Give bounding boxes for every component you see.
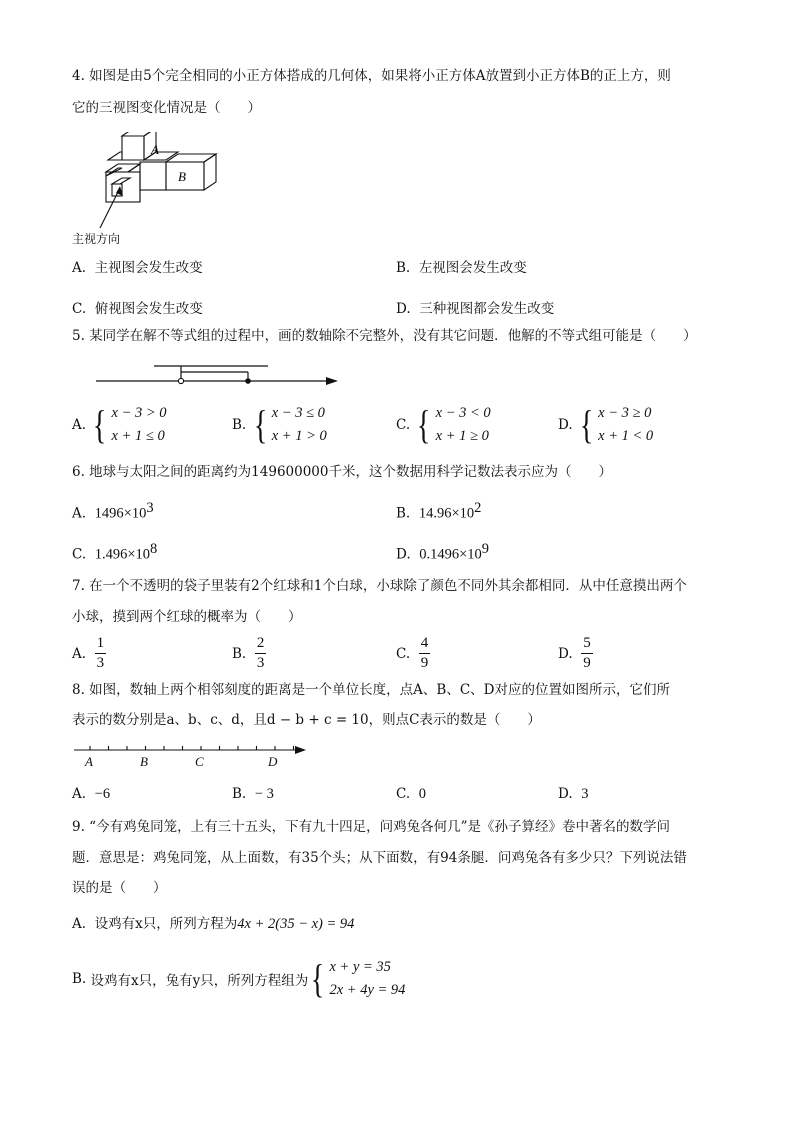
axis-label-b: B xyxy=(140,754,148,769)
axis-label-d: D xyxy=(268,754,278,769)
q6-option-a[interactable]: A. $1496\times 10^3$ xyxy=(72,500,154,522)
cube-label-b: B xyxy=(178,169,186,184)
q5-number-line xyxy=(90,356,346,392)
q7-option-c[interactable]: C. $\frac{4}{9}$ xyxy=(396,635,429,671)
q4-option-d[interactable]: D. 三种视图都会发生改变 xyxy=(396,301,555,317)
view-direction-caption: 主视方向 xyxy=(72,232,121,246)
q9-stem-line1: 9. “今有鸡兔同笼，上有三十五头，下有九十四足，问鸡兔各何几”是《孙子算经》卷中著名的数学问 xyxy=(72,819,670,835)
q7-option-d[interactable]: D. $\frac{5}{9}$ xyxy=(558,635,591,671)
q9-stem-line3: 误的是（ ） xyxy=(72,880,167,896)
q4-option-b[interactable]: B. 左视图会发生改变 xyxy=(396,260,527,276)
q7-option-a[interactable]: A. $\frac{1}{3}$ xyxy=(72,635,105,671)
q8-number-line xyxy=(70,740,310,770)
q4-stem-line1: 4. 如图是由5个完全相同的小正方体搭成的几何体，如果将小正方体A放置到小正方体B的正上方，则 xyxy=(72,68,671,84)
q6-option-b[interactable]: B. $14.96\times 10^2$ xyxy=(396,500,482,522)
q8-option-a[interactable]: A. −6 xyxy=(72,786,111,802)
q6-option-d[interactable]: D. $0.1496\times 10^9$ xyxy=(396,541,490,563)
axis-label-a: A xyxy=(85,754,93,769)
q8-option-c[interactable]: C. 0 xyxy=(396,786,426,802)
q8-stem-line2: 表示的数分别是a、b、c、d，且d − b + c = 10，则点C表示的数是（ ） xyxy=(72,712,541,728)
q7-stem-line2: 小球，摸到两个红球的概率为（ ） xyxy=(72,609,302,625)
q9-stem-line2: 题．意思是：鸡兔同笼，从上面数，有35个头；从下面数，有94条腿．问鸡兔各有多少只？下列说法错 xyxy=(72,850,687,866)
q7-option-b[interactable]: B. $\frac{2}{3}$ xyxy=(232,635,265,671)
q5-option-d[interactable]: D. { x − 3 ≥ 0 x + 1 < 0 xyxy=(558,402,654,447)
q5-option-a[interactable]: A. { x − 3 > 0 x + 1 ≤ 0 xyxy=(72,402,167,447)
q8-option-b[interactable]: B. − 3 xyxy=(232,786,274,802)
q4-cube-figure xyxy=(70,132,220,244)
q6-option-c[interactable]: C. $1.496\times 10^8$ xyxy=(72,541,158,563)
q9-option-a[interactable]: A. 设鸡有x只，所列方程为4x + 2(35 − x) = 94 xyxy=(72,916,355,932)
q7-stem-line1: 7. 在一个不透明的袋子里装有2个红球和1个白球，小球除了颜色不同外其余都相同．从中任意摸出两个 xyxy=(72,578,687,594)
axis-label-c: C xyxy=(195,754,204,769)
q4-option-c[interactable]: C. 俯视图会发生改变 xyxy=(72,301,203,317)
q5-option-b[interactable]: B. { x − 3 ≤ 0 x + 1 > 0 xyxy=(232,402,327,447)
q8-stem-line1: 8. 如图，数轴上两个相邻刻度的距离是一个单位长度，点A、B、C、D对应的位置如图所示，它们所 xyxy=(72,682,670,698)
q5-option-c[interactable]: C. { x − 3 < 0 x + 1 ≥ 0 xyxy=(396,402,491,447)
q8-option-d[interactable]: D. 3 xyxy=(558,786,589,802)
q9-option-b[interactable]: B. 设鸡有x只，兔有y只，所列方程组为 { x + y = 35 2x + 4y = 94 xyxy=(72,956,406,1001)
q4-stem-line2: 它的三视图变化情况是（ ） xyxy=(72,100,261,116)
q5-stem: 5. 某同学在解不等式组的过程中，画的数轴除不完整外，没有其它问题．他解的不等式组可能是（ ） xyxy=(72,328,697,344)
q4-option-a[interactable]: A. 主视图会发生改变 xyxy=(72,260,203,276)
q6-stem: 6. 地球与太阳之间的距离约为149600000千米，这个数据用科学记数法表示应为（ ） xyxy=(72,464,612,480)
cube-label-a: A xyxy=(151,142,159,157)
